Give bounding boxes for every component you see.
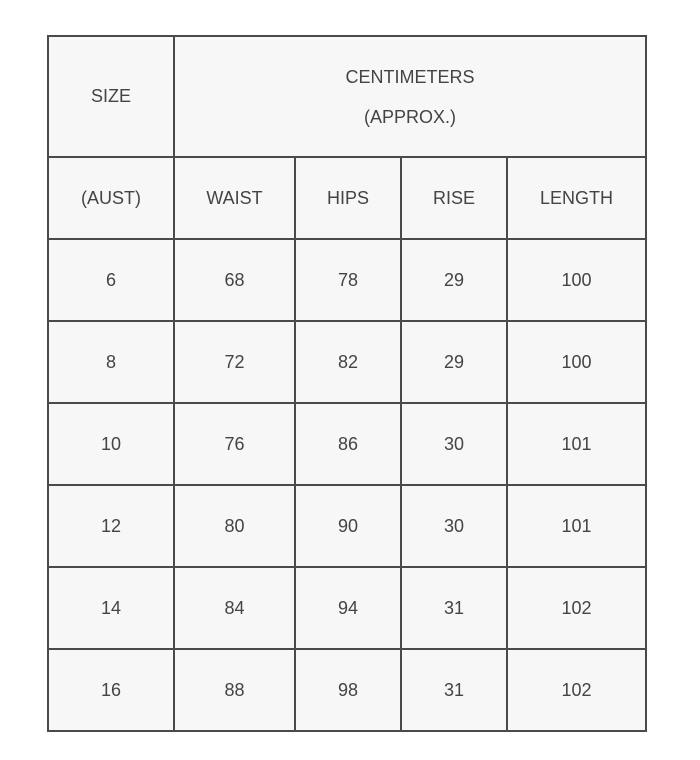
table-row xyxy=(48,403,646,485)
cell-size: 8 xyxy=(48,321,174,403)
cell-hips: 90 xyxy=(295,485,401,567)
cell-length: 100 xyxy=(507,239,646,321)
header-aust: (AUST) xyxy=(48,157,174,239)
size-label-cell: SIZE xyxy=(48,36,174,157)
cell-size: 16 xyxy=(48,649,174,731)
units-line-1: CENTIMETERS xyxy=(345,66,475,87)
cell-length: 100 xyxy=(507,321,646,403)
title-row xyxy=(48,36,646,157)
cell-rise: 30 xyxy=(401,485,507,567)
cell-length: 101 xyxy=(507,403,646,485)
cell-hips: 94 xyxy=(295,567,401,649)
cell-hips: 86 xyxy=(295,403,401,485)
units-cell xyxy=(174,36,646,157)
cell-hips: 78 xyxy=(295,239,401,321)
cell-size: 14 xyxy=(48,567,174,649)
table-row xyxy=(48,649,646,731)
cell-waist: 76 xyxy=(174,403,295,485)
units-line-2: (APPROX.) xyxy=(364,106,457,127)
cell-size: 6 xyxy=(48,239,174,321)
cell-waist: 80 xyxy=(174,485,295,567)
column-header-row xyxy=(48,157,646,239)
cell-waist: 72 xyxy=(174,321,295,403)
cell-size: 12 xyxy=(48,485,174,567)
table-row xyxy=(48,239,646,321)
cell-waist: 68 xyxy=(174,239,295,321)
size-chart-table xyxy=(47,35,647,732)
cell-length: 102 xyxy=(507,649,646,731)
cell-rise: 29 xyxy=(401,321,507,403)
cell-waist: 84 xyxy=(174,567,295,649)
cell-hips: 82 xyxy=(295,321,401,403)
table-row xyxy=(48,567,646,649)
cell-size: 10 xyxy=(48,403,174,485)
cell-rise: 30 xyxy=(401,403,507,485)
cell-rise: 31 xyxy=(401,567,507,649)
table-row xyxy=(48,485,646,567)
header-length: LENGTH xyxy=(507,157,646,239)
header-rise: RISE xyxy=(401,157,507,239)
header-hips: HIPS xyxy=(295,157,401,239)
cell-hips: 98 xyxy=(295,649,401,731)
cell-rise: 29 xyxy=(401,239,507,321)
cell-rise: 31 xyxy=(401,649,507,731)
cell-waist: 88 xyxy=(174,649,295,731)
table-row xyxy=(48,321,646,403)
cell-length: 102 xyxy=(507,567,646,649)
cell-length: 101 xyxy=(507,485,646,567)
header-waist: WAIST xyxy=(174,157,295,239)
